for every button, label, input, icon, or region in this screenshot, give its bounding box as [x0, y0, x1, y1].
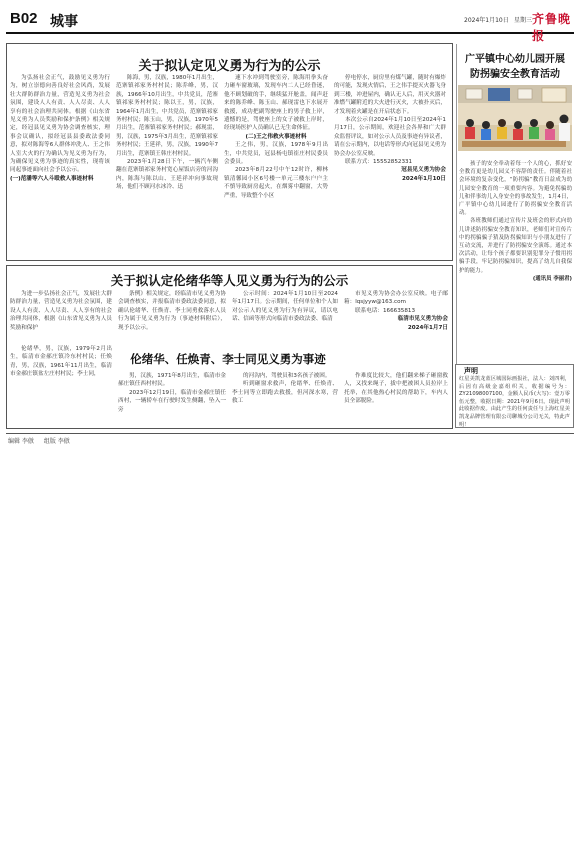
notice-title: 声明 — [464, 367, 478, 375]
page-footer — [8, 436, 78, 445]
article-1-title: 关于拟认定见义勇为行为的公示 — [138, 59, 321, 74]
article-1-intro: 为弘扬社会正气，鼓励见义勇为行为，树立崇德向善良好社会风尚，发展壮大群防群治力量，营造见义勇为社会氛围，建设人人有责、人人尽责、人人享有的社会治理共同体。根据《山东省见义勇为人员奖励和保护条例》相关规定，经冠县见义勇为协会调查核实，理事会议确认，拟经冠县县委政法委同意，拟对陈海等6人群体冲洗人、王之伟人室大火的行为确认为见义勇为行为，为确保见义勇为事迹的真实性，现将该同起事迹面向社会予以公示。 — [10, 75, 110, 174]
footer-design: 组版 李倣 — [43, 438, 70, 445]
article-2-col-3-text: 公示时间：2024年1月10日至2024年1月17日。公示期间，任何单位和个人如对公示人的见义勇为行为有异议，请以电话、信函等形式向临清市委政法委、临清 — [232, 291, 338, 323]
sidebar-byline: (通讯员 李丽君) — [532, 275, 572, 282]
article-3-col-3-text: 的河沟内，驾驶员和3名孩子被困。 — [243, 373, 331, 379]
article-2-col-1 — [10, 290, 112, 342]
page-header — [6, 6, 574, 43]
article-1-contact: 联系方式：15552852331 — [345, 159, 413, 166]
article-3-col-4 — [344, 372, 448, 424]
sidebar-title-line-2: 防拐骗安全教育活动 — [470, 69, 560, 80]
page-code: B02 — [10, 10, 38, 27]
article-1-signature: 冠县见义勇为协会 — [401, 167, 446, 174]
article-3-col-1 — [10, 345, 112, 425]
article-1-col-2-text-b: 2023年1月28日下午，一辆汽车侧翻在范寨镇祁家务村宽心屋饭店旁的河沟内，陈海与陈以山、王延祥冲向事故现场，他们不顾河水冰冷、迅 — [116, 159, 218, 191]
article-1-col-3-text-c: 2023年8月22号中午12时许，柳林镇清馨园小区6号楼一单元三楼东户户主不慎导致厨房起火，在烟雾中翻窗，大势严重，导致整个小区 — [224, 167, 328, 199]
section-name: 城事 — [50, 14, 78, 30]
article-2-col-3 — [232, 290, 338, 342]
notice-text: 红星美凯龙蓝区城国际画报社，法人：刘四利，后因有高级金嘉组织关，收据编号为：ZY21098007100，金额人民币(大写)：壹万零伍元整，收据日期：2021年9月6日。现此声明此收据作废。由此产生的任何责任与上海红星美凯龙品牌管理有限公司聊城分公司无关，特此声明！ — [459, 376, 570, 428]
article-1-col-3-text-b: 王之伟，男，汉族，1978年9月出生，中共党员，冠县杨屯镇崔庄村民委员会委员。 — [224, 142, 328, 166]
issue-date: 2024年1月10日 — [464, 17, 509, 24]
article-1-col-3 — [224, 74, 328, 254]
photo-illustration — [458, 85, 572, 151]
article-2-col-1-text: 为进一步弘扬社会正气，发展壮大群防群治力量，营造见义勇为社会氛围，建设人人有责、人人尽责、人人享有的社会治理共同体，根据《山东省见义勇为人员奖励和保护 — [10, 291, 112, 331]
article-3-title: 伦绪华、任焕青、李士同见义勇为事迹 — [130, 352, 326, 366]
article-3-col-2-text-b: 2023年12月19日，临清市金郝庄镇任西村，一辆轿车在行驶时发生侧翻，坠入一旁 — [118, 389, 226, 413]
article-2-signature: 临清市见义勇为协会 — [397, 316, 448, 323]
article-1-col-4-text: 停电停水，厨房里有煤气罐，随时有爆炸的可能，发现火情后，王之伟手提灭火器飞身到三楼，冲进屋内，确认无人后，用灭火器对准燃气罐附近的大火进行灭火，大被扑灭后，才发现着火罐是在开启状态下。 — [334, 75, 446, 115]
article-2-col-4 — [344, 290, 448, 346]
sidebar-title-line-1: 广平镇中心幼儿园开展 — [465, 54, 565, 65]
article-1-signature-date: 2024年1月10日 — [401, 175, 446, 182]
article-1-col-2-text: 陈海，男，汉族，1980年1月出生，范寨镇祁家务村村民；陈乔峰，男，汉族，1966年10月出生，中共党员，范寨镇祁家务村村民；陈以王，男，汉族，1964年1月出生，中共党员，范寨镇祁家务村村民；陈玉山，男，汉族，1970年5月出生，范寨镇祁家务村村民；郝现雷，男，汉族，1975年3月出生，范寨镇祁家务村村民；王延祥，男，汉族，1990年7月出生，范寨镇王韩庄村村民。 — [116, 75, 218, 157]
kindergarten-classroom-photo — [458, 85, 572, 151]
article-2-contact: 联系电话：166635813 — [355, 307, 415, 314]
article-3-col-4-text: 作难度比较大，他们翻来梯子砸窗救人，又找来绳子，拔中把被困人员拉岸上托举，在其他热心村民的帮助下，车内人员全部脱险。 — [344, 373, 448, 405]
article-2-col-4-text: 市见义勇为协会办公室反映。电子邮箱：lqsjyyw@163.com — [344, 291, 448, 306]
article-1-col-3-text: 速下水冲到驾驶室旁，陈海用拳头奋力砸车窗玻璃，发现车内二人已经昏迷，他不顾划破的手，继续猛开舱盖，闻声赶来的陈乔峰、陈玉山、郝现雷也下水展开救援，成功把副驾驶座上的男子救上岸，遗憾的是，驾驶座上的女子被救上岸时，经现场医护人员确认已无生命体征。 — [224, 75, 328, 132]
article-2-col-2-text: 条例》相关规定，经临清市见义勇为协会调查核实，并报临清市委政法委同意，拟确认伦绪华、任焕青、李士同勇救落水人员行为属于见义勇为行为（事迹材料附后），现予以公示。 — [118, 291, 226, 331]
article-3-col-3 — [232, 372, 338, 424]
masthead-logo: 齐鲁晚报 — [532, 12, 572, 43]
sidebar-body — [459, 160, 572, 358]
sidebar-body-1: 孩子的安全牵动着每一个人的心，抓好安全教育更是幼儿园义不容辞的责任。伴随着社会环境的复杂变化，“防拐骗”教育日益成为幼儿园安全教育的一项重要内容。为避免拐骗幼儿和伴事幼儿入身安全的事故发生，1月4日，广平镇中心幼儿园进行了防拐骗安全教育活动。 — [459, 161, 572, 217]
article-3-col-2 — [118, 372, 226, 424]
sidebar-body-2: 各班教师们通过宣传片及班会的形式向幼儿讲述防拐骗安全教育知识，老师们对宣传片中的拐骗骗子猜及防拐骗知识与小朋友进行了互动交流，并进行了防拐骗安全演练。通过本次活动，让每个孩子都要识别犯罪分子惯用拐骗手段，牢记防拐骗知识，提高了幼儿自我保护的能力。 — [459, 218, 572, 274]
article-2-col-2 — [118, 290, 226, 342]
article-2-title: 关于拟认定伦绪华等人见义勇为行为的公示 — [110, 273, 349, 288]
issue-weekday: 星期三 — [514, 17, 533, 24]
footer-divider — [6, 433, 574, 434]
footer-editor: 编辑 李倣 — [8, 438, 34, 445]
article-1-subhead-2: (二)王之伟救火事迹材料 — [245, 133, 307, 140]
article-1-col-4 — [334, 74, 446, 254]
article-2-signature-date: 2024年1月7日 — [407, 324, 448, 331]
article-3-col-2-text: 男，汉族，1971年8月出生，临清市金郝庄镇任西村村民。 — [118, 373, 226, 388]
article-1-col-1 — [10, 74, 110, 254]
article-3-col-1-text: 伦绪华，男，汉族，1979年2月出生，临清市金郝庄镇冷东村村民；任焕青，男，汉族，1961年11月出生，临清市金郝庄镇盆左庄村村民；李士同， — [10, 346, 112, 378]
article-1-col-4-text-b: 本次公示自2024年1月10日至2024年1月17日，公示期间，欢迎社会各界和广大群众监督评议，如对公示人员及事迹有异议者，请在公示期内，以电话等形式向冠县见义勇为协会办公室反映。 — [334, 117, 446, 157]
article-1-subhead-1: (一)范潘等六人斗殴救人事迹材料 — [10, 175, 94, 182]
article-1-col-2 — [116, 74, 218, 254]
article-3-col-3-text-b: 听到砸窗求救声，伦绪华、任焕青、李士同等立即跑去救援，但河深水寒，营救工 — [232, 381, 338, 405]
